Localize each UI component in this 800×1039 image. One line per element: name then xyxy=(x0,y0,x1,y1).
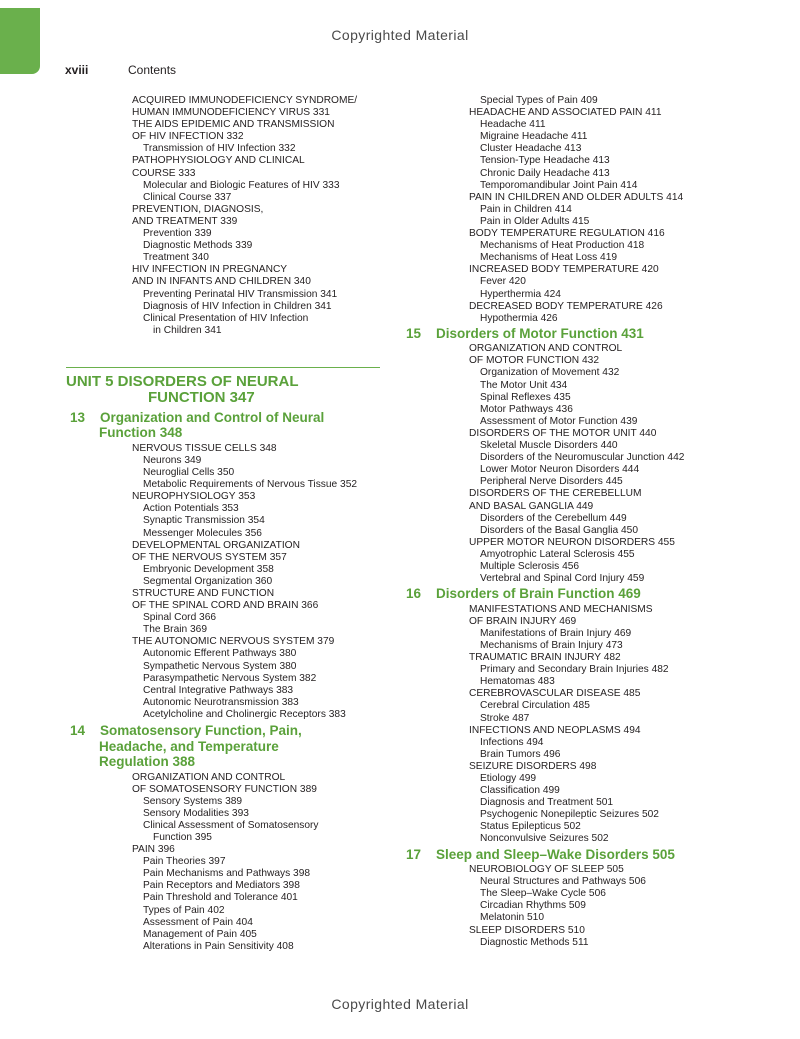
toc-subsection-entry[interactable]: Hematomas 483 xyxy=(480,676,555,688)
toc-subsection-entry[interactable]: Lower Motor Neuron Disorders 444 xyxy=(480,464,640,476)
toc-subsection-entry[interactable]: Nonconvulsive Seizures 502 xyxy=(480,833,609,845)
toc-subsection-entry[interactable]: Hyperthermia 424 xyxy=(480,288,561,300)
toc-subsection-entry[interactable]: Migraine Headache 411 xyxy=(480,131,588,143)
toc-section-entry[interactable]: OF THE NERVOUS SYSTEM 357 xyxy=(132,551,287,563)
toc-section-entry[interactable]: CEREBROVASCULAR DISEASE 485 xyxy=(469,688,641,700)
toc-subsection-entry[interactable]: Pain Receptors and Mediators 398 xyxy=(143,880,300,892)
toc-subsection-entry[interactable]: Circadian Rhythms 509 xyxy=(480,900,586,912)
chapter-title-cont: Regulation 388 xyxy=(99,754,196,770)
toc-section-entry[interactable]: ORGANIZATION AND CONTROL xyxy=(132,771,286,783)
toc-subsection-entry[interactable]: Mechanisms of Heat Loss 419 xyxy=(480,252,618,264)
chapter-15-heading[interactable] xyxy=(406,326,786,342)
toc-subsection-entry[interactable]: Hypothermia 426 xyxy=(480,312,558,324)
chapter-title: Sleep and Sleep–Wake Disorders 505 xyxy=(436,846,675,862)
toc-subsection-entry[interactable]: Infections 494 xyxy=(480,736,544,748)
toc-section-entry[interactable]: OF SOMATOSENSORY FUNCTION 389 xyxy=(132,783,317,795)
toc-section-entry[interactable]: AND BASAL GANGLIA 449 xyxy=(469,500,594,512)
toc-subsection-entry[interactable]: Peripheral Nerve Disorders 445 xyxy=(480,476,623,488)
toc-subsection-entry[interactable]: Treatment 340 xyxy=(143,252,209,264)
chapter-title: Somatosensory Function, Pain, xyxy=(100,723,302,739)
toc-section-entry[interactable]: INFECTIONS AND NEOPLASMS 494 xyxy=(469,724,641,736)
toc-subsection-entry[interactable]: Temporomandibular Joint Pain 414 xyxy=(480,179,638,191)
toc-subsection-entry[interactable]: Parasympathetic Nervous System 382 xyxy=(143,672,317,684)
toc-subsection-entry[interactable]: Synaptic Transmission 354 xyxy=(143,515,265,527)
toc-subsection-entry[interactable]: Autonomic Neurotransmission 383 xyxy=(143,696,299,708)
toc-section-entry[interactable]: NERVOUS TISSUE CELLS 348 xyxy=(132,442,277,454)
toc-subsection-entry[interactable]: Cerebral Circulation 485 xyxy=(480,700,590,712)
toc-subsection-entry[interactable]: Diagnosis and Treatment 501 xyxy=(480,797,614,809)
toc-subsection-entry[interactable]: Headache 411 xyxy=(480,119,546,131)
toc-subsection-entry[interactable]: Neuroglial Cells 350 xyxy=(143,467,235,479)
toc-list xyxy=(406,604,786,846)
copyright-footer: Copyrighted Material xyxy=(331,996,469,1012)
toc-subsection-entry[interactable]: Neural Structures and Pathways 506 xyxy=(480,876,646,888)
toc-subsection-entry[interactable]: Prevention 339 xyxy=(143,228,212,240)
toc-subsection-entry[interactable]: Autonomic Efferent Pathways 380 xyxy=(143,648,297,660)
toc-section-entry[interactable]: OF MOTOR FUNCTION 432 xyxy=(469,355,599,367)
toc-subsection-entry[interactable]: Multiple Sclerosis 456 xyxy=(480,560,580,572)
toc-subsection-entry[interactable]: Melatonin 510 xyxy=(480,912,545,924)
toc-subsection-entry[interactable]: Organization of Movement 432 xyxy=(480,367,620,379)
chapter-number: 15 xyxy=(406,325,422,341)
chapter-14-heading[interactable] xyxy=(66,723,396,770)
toc-section-entry[interactable]: SLEEP DISORDERS 510 xyxy=(469,924,585,936)
toc-list xyxy=(406,95,786,325)
toc-section-entry[interactable]: AND TREATMENT 339 xyxy=(132,215,238,227)
toc-right-column xyxy=(406,95,786,949)
toc-subsection-entry[interactable]: Diagnostic Methods 339 xyxy=(143,240,253,252)
toc-subsection-entry[interactable]: Manifestations of Brain Injury 469 xyxy=(480,627,632,639)
toc-subsection-entry[interactable]: Disorders of the Cerebellum 449 xyxy=(480,512,627,524)
toc-subsection-entry[interactable]: Types of Pain 402 xyxy=(143,904,225,916)
toc-section-entry[interactable]: OF BRAIN INJURY 469 xyxy=(469,615,577,627)
toc-subsection-entry[interactable]: The Brain 369 xyxy=(143,624,207,636)
toc-section-entry[interactable]: THE AIDS EPIDEMIC AND TRANSMISSION xyxy=(132,119,335,131)
toc-subsection-entry[interactable]: Spinal Reflexes 435 xyxy=(480,391,571,403)
toc-section-entry[interactable]: PATHOPHYSIOLOGY AND CLINICAL xyxy=(132,155,305,167)
toc-subsection-entry[interactable]: Pain in Children 414 xyxy=(480,203,572,215)
toc-section-entry[interactable]: INCREASED BODY TEMPERATURE 420 xyxy=(469,264,659,276)
toc-section-entry[interactable]: STRUCTURE AND FUNCTION xyxy=(132,588,275,599)
toc-section-entry[interactable]: AND IN INFANTS AND CHILDREN 340 xyxy=(132,276,311,288)
unit-title-line1: UNIT 5 DISORDERS OF NEURAL xyxy=(66,372,299,390)
toc-subsection-entry[interactable]: Disorders of the Neuromuscular Junction 442 xyxy=(480,452,685,464)
toc-list xyxy=(66,443,396,721)
toc-subsection-entry[interactable]: Chronic Daily Headache 413 xyxy=(480,167,610,179)
toc-section-entry[interactable]: ACQUIRED IMMUNODEFICIENCY SYNDROME/ xyxy=(132,95,358,106)
toc-section-entry[interactable]: MANIFESTATIONS AND MECHANISMS xyxy=(469,603,653,615)
toc-subsection-entry[interactable]: Pain Mechanisms and Pathways 398 xyxy=(143,868,311,880)
toc-section-entry[interactable]: DECREASED BODY TEMPERATURE 426 xyxy=(469,300,663,312)
toc-subsection-entry[interactable]: Disorders of the Basal Ganglia 450 xyxy=(480,524,638,536)
toc-subsection-entry[interactable]: Sensory Systems 389 xyxy=(143,795,243,807)
chapter-17-heading[interactable] xyxy=(406,847,786,863)
toc-subsection-entry[interactable]: Motor Pathways 436 xyxy=(480,403,573,415)
toc-subsection-entry[interactable]: Molecular and Biologic Features of HIV 333 xyxy=(143,179,340,191)
toc-subsection-entry[interactable]: Assessment of Pain 404 xyxy=(143,916,253,928)
toc-subsection-entry[interactable]: Brain Tumors 496 xyxy=(480,748,561,760)
toc-section-entry[interactable]: HEADACHE AND ASSOCIATED PAIN 411 xyxy=(469,107,662,119)
chapter-16-heading[interactable] xyxy=(406,586,786,602)
toc-section-entry[interactable]: DISORDERS OF THE CEREBELLUM xyxy=(469,488,642,500)
toc-subsection-entry[interactable]: Segmental Organization 360 xyxy=(143,575,273,587)
toc-subsection-entry[interactable]: Messenger Molecules 356 xyxy=(143,527,262,539)
toc-list xyxy=(406,343,786,585)
toc-subsection-entry[interactable]: Neurons 349 xyxy=(143,454,202,466)
toc-subsection-entry[interactable]: Skeletal Muscle Disorders 440 xyxy=(480,440,618,452)
toc-section-entry[interactable]: BODY TEMPERATURE REGULATION 416 xyxy=(469,228,665,240)
toc-section-entry[interactable]: HIV INFECTION IN PREGNANCY xyxy=(132,264,288,276)
chapter-title: Disorders of Motor Function 431 xyxy=(436,325,644,341)
chapter-title: Disorders of Brain Function 469 xyxy=(436,586,641,602)
toc-section-entry[interactable]: OF THE SPINAL CORD AND BRAIN 366 xyxy=(132,600,319,612)
toc-section-entry[interactable]: THE AUTONOMIC NERVOUS SYSTEM 379 xyxy=(132,636,335,648)
copyright-header: Copyrighted Material xyxy=(331,27,469,43)
toc-section-entry[interactable]: UPPER MOTOR NEURON DISORDERS 455 xyxy=(469,536,675,548)
chapter-title-cont: Function 348 xyxy=(99,425,183,441)
toc-section-entry[interactable]: PAIN 396 xyxy=(132,844,175,856)
toc-subsection-entry[interactable]: Psychogenic Nonepileptic Seizures 502 xyxy=(480,809,659,821)
unit-title-line2: FUNCTION 347 xyxy=(148,388,255,406)
toc-subsection-entry[interactable]: Mechanisms of Brain Injury 473 xyxy=(480,639,623,651)
toc-section-entry[interactable]: DISORDERS OF THE MOTOR UNIT 440 xyxy=(469,427,657,439)
toc-subsection-entry[interactable]: Preventing Perinatal HIV Transmission 341 xyxy=(143,288,338,300)
toc-subsection-entry[interactable]: Diagnosis of HIV Infection in Children 341 xyxy=(143,300,332,312)
toc-subsection-entry[interactable]: Acetylcholine and Cholinergic Receptors 383 xyxy=(143,708,346,720)
toc-subsection-entry[interactable]: Primary and Secondary Brain Injuries 482 xyxy=(480,664,669,676)
toc-list xyxy=(66,95,396,337)
toc-subsection-entry[interactable]: Diagnostic Methods 511 xyxy=(480,936,589,948)
toc-subsection-entry[interactable]: Embryonic Development 358 xyxy=(143,563,274,575)
toc-subsection-entry[interactable]: Pain in Older Adults 415 xyxy=(480,215,590,227)
toc-subsection-entry[interactable]: Management of Pain 405 xyxy=(143,928,257,940)
toc-section-entry[interactable]: ORGANIZATION AND CONTROL xyxy=(469,343,623,355)
toc-subsection-entry[interactable]: in Children 341 xyxy=(153,324,222,336)
toc-section-entry[interactable]: DEVELOPMENTAL ORGANIZATION xyxy=(132,539,300,551)
toc-section-entry[interactable]: PREVENTION, DIAGNOSIS, xyxy=(132,203,264,215)
toc-subsection-entry[interactable]: Action Potentials 353 xyxy=(143,503,239,515)
toc-subsection-entry[interactable]: Special Types of Pain 409 xyxy=(480,95,598,106)
toc-subsection-entry[interactable]: Pain Theories 397 xyxy=(143,856,226,868)
toc-subsection-entry[interactable]: Transmission of HIV Infection 332 xyxy=(143,143,296,155)
toc-subsection-entry[interactable]: Fever 420 xyxy=(480,276,526,288)
toc-subsection-entry[interactable]: Central Integrative Pathways 383 xyxy=(143,684,294,696)
toc-subsection-entry[interactable]: Sensory Modalities 393 xyxy=(143,807,249,819)
toc-subsection-entry[interactable]: Etiology 499 xyxy=(480,772,537,784)
toc-subsection-entry[interactable]: Alterations in Pain Sensitivity 408 xyxy=(143,940,294,952)
toc-subsection-entry[interactable]: The Sleep–Wake Cycle 506 xyxy=(480,888,606,900)
chapter-title: Organization and Control of Neural xyxy=(100,409,325,425)
chapter-number: 14 xyxy=(70,723,86,739)
toc-section-entry[interactable]: HUMAN IMMUNODEFICIENCY VIRUS 331 xyxy=(132,107,330,119)
toc-section-entry[interactable]: OF HIV INFECTION 332 xyxy=(132,131,244,143)
toc-section-entry[interactable]: SEIZURE DISORDERS 498 xyxy=(469,760,597,772)
toc-subsection-entry[interactable]: Assessment of Motor Function 439 xyxy=(480,415,638,427)
toc-subsection-entry[interactable]: The Motor Unit 434 xyxy=(480,379,568,391)
toc-subsection-entry[interactable]: Cluster Headache 413 xyxy=(480,143,582,155)
toc-subsection-entry[interactable]: Sympathetic Nervous System 380 xyxy=(143,660,297,672)
toc-subsection-entry[interactable]: Classification 499 xyxy=(480,785,560,797)
toc-list xyxy=(406,864,786,949)
toc-subsection-entry[interactable]: Amyotrophic Lateral Sclerosis 455 xyxy=(480,548,635,560)
toc-subsection-entry[interactable]: Mechanisms of Heat Production 418 xyxy=(480,240,645,252)
toc-subsection-entry[interactable]: Vertebral and Spinal Cord Injury 459 xyxy=(480,573,645,585)
toc-section-entry[interactable]: NEUROBIOLOGY OF SLEEP 505 xyxy=(469,864,624,876)
toc-subsection-entry[interactable]: Status Epilepticus 502 xyxy=(480,821,581,833)
toc-section-entry[interactable]: PAIN IN CHILDREN AND OLDER ADULTS 414 xyxy=(469,191,684,203)
page-number: xviii xyxy=(65,63,89,77)
toc-section-entry[interactable]: COURSE 333 xyxy=(132,167,196,179)
chapter-title-cont: Headache, and Temperature xyxy=(99,738,279,754)
chapter-number: 13 xyxy=(70,409,86,425)
toc-left-column xyxy=(66,95,396,953)
toc-subsection-entry[interactable]: Stroke 487 xyxy=(480,712,530,724)
toc-list xyxy=(66,772,396,953)
toc-subsection-entry[interactable]: Metabolic Requirements of Nervous Tissue 352 xyxy=(143,479,358,491)
toc-section-entry[interactable]: NEUROPHYSIOLOGY 353 xyxy=(132,491,256,503)
toc-subsection-entry[interactable]: Spinal Cord 366 xyxy=(143,612,217,624)
toc-subsection-entry[interactable]: Clinical Presentation of HIV Infection xyxy=(143,312,309,324)
toc-subsection-entry[interactable]: Tension-Type Headache 413 xyxy=(480,155,610,167)
chapter-13-heading[interactable] xyxy=(66,410,396,441)
running-head: Contents xyxy=(128,63,177,77)
toc-subsection-entry[interactable]: Function 395 xyxy=(153,832,212,843)
toc-section-entry[interactable]: TRAUMATIC BRAIN INJURY 482 xyxy=(469,652,621,664)
toc-subsection-entry[interactable]: Pain Threshold and Tolerance 401 xyxy=(143,892,298,904)
toc-subsection-entry[interactable]: Clinical Assessment of Somatosensory xyxy=(143,819,319,831)
toc-subsection-entry[interactable]: Clinical Course 337 xyxy=(143,191,232,203)
chapter-number: 17 xyxy=(406,846,422,862)
unit-heading xyxy=(66,367,380,406)
chapter-number: 16 xyxy=(406,586,422,602)
